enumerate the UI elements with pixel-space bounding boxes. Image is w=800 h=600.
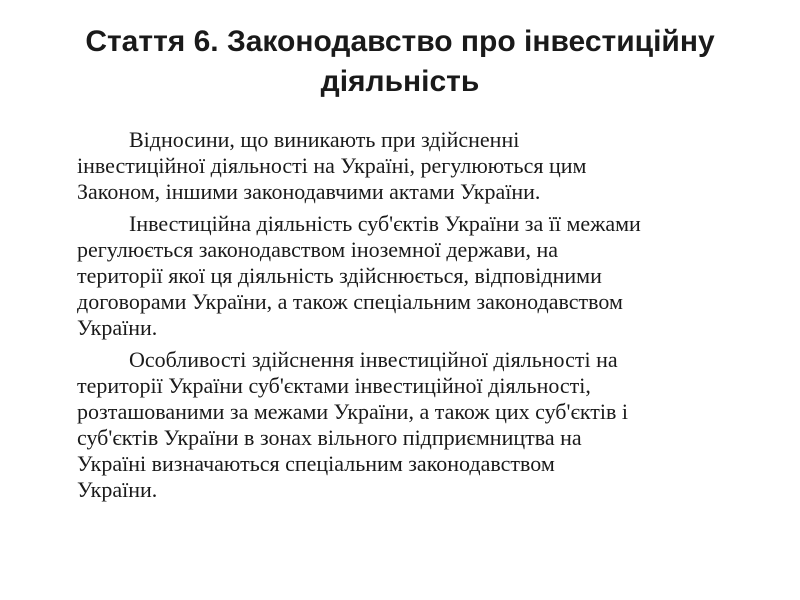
paragraph-3-line-3: розташованими за межами України, а також цих суб'єктів і: [77, 399, 629, 424]
paragraph-3-line-5: Україні визначаються спеціальним законодавством: [77, 451, 555, 476]
paragraph-2: [77, 211, 767, 341]
paragraph-2-line-2: регулюється законодавством іноземної держави, на: [77, 237, 558, 262]
paragraph-3-line-6: України.: [77, 477, 158, 502]
paragraph-3: [77, 347, 767, 503]
paragraph-2-line-3: території якої ця діяльність здійснюється, відповідними: [77, 263, 602, 288]
paragraph-3-line-4: суб'єктів України в зонах вільного підприємництва на: [77, 425, 582, 450]
slide-title: [20, 22, 780, 102]
paragraph-2-line-5: України.: [77, 315, 158, 340]
paragraph-1-line-1: Відносини, що виникають при здійсненні: [129, 127, 520, 152]
slide-title-line-2: діяльність: [320, 65, 480, 98]
paragraph-1: [77, 127, 767, 205]
paragraph-3-line-2: території України суб'єктами інвестиційної діяльності,: [77, 373, 591, 398]
paragraph-3-line-1: Особливості здійснення інвестиційної діяльності на: [129, 347, 618, 372]
slide-title-line-1: Стаття 6. Законодавство про інвестиційну: [85, 25, 715, 58]
paragraph-2-line-4: договорами України, а також спеціальним законодавством: [77, 289, 623, 314]
paragraph-1-line-3: Законом, іншими законодавчими актами України.: [77, 179, 541, 204]
paragraph-2-line-1: Інвестиційна діяльність суб'єктів України за її межами: [129, 211, 641, 236]
slide-body: [77, 127, 767, 509]
paragraph-1-line-2: інвестиційної діяльності на Україні, регулюються цим: [77, 153, 587, 178]
